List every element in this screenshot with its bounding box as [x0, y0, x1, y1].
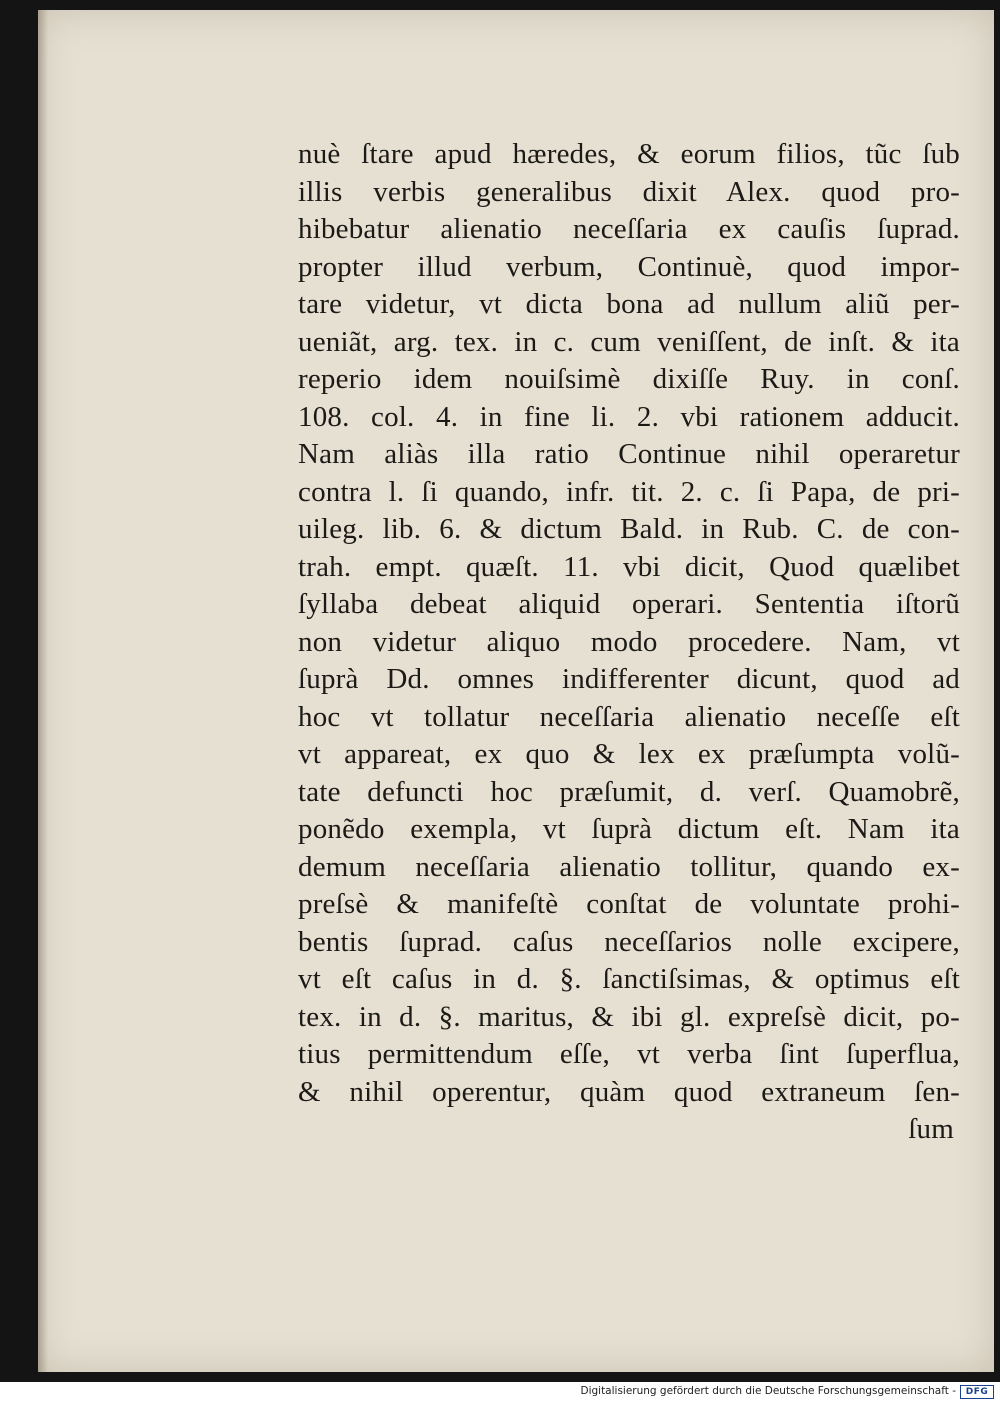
- footer-bar: [0, 1382, 1000, 1403]
- text-line: reperio idem nouiſsimè dixiſſe Ruy. in conſ.: [298, 363, 960, 395]
- text-line: vt eſt caſus in d. §. ſanctiſsimas, & optimus eſt: [298, 963, 960, 995]
- text-line: tex. in d. §. maritus, & ibi gl. expreſsè dicit, po-: [298, 1000, 960, 1033]
- text-line: vt appareat, ex quo & lex ex præſumpta volũ-: [298, 738, 960, 770]
- text-line: & nihil operentur, quàm quod extraneum ſen-: [298, 1075, 960, 1108]
- text-line: bentis ſuprad. caſus neceſſarios nolle excipere,: [298, 925, 960, 958]
- catchword: ſum: [908, 1113, 954, 1145]
- text-line: illis verbis generalibus dixit Alex. quod pro-: [298, 175, 960, 208]
- text-line: hibebatur alienatio neceſſaria ex cauſis ſuprad.: [298, 213, 960, 245]
- page-edge-shadow: [38, 10, 48, 1372]
- digitization-credit: Digitalisierung gefördert durch die Deutsche Forschungsgemeinschaft -: [580, 1385, 956, 1397]
- page-text: [298, 136, 960, 1149]
- text-line: ſyllaba debeat aliquid operari. Sententia iſtorũ: [298, 588, 960, 620]
- text-line: nuè ſtare apud hæredes, & eorum filios, tũc ſub: [298, 138, 960, 170]
- text-line: tare videtur, vt dicta bona ad nullum aliũ per-: [298, 288, 960, 320]
- text-line: 108. col. 4. in fine li. 2. vbi rationem adducit.: [298, 400, 960, 433]
- text-line: Nam aliàs illa ratio Continue nihil operaretur: [298, 438, 960, 470]
- text-line: non videtur aliquo modo procedere. Nam, vt: [298, 625, 960, 658]
- text-line: hoc vt tollatur neceſſaria alienatio neceſſe eſt: [298, 700, 960, 733]
- text-line: tate defuncti hoc præſumit, d. verſ. Quamobrẽ,: [298, 775, 960, 808]
- text-line: ponẽdo exempla, vt ſuprà dictum eſt. Nam ita: [298, 813, 960, 845]
- text-line: uileg. lib. 6. & dictum Bald. in Rub. C. de con-: [298, 513, 960, 545]
- text-line: contra l. ſi quando, infr. tit. 2. c. ſi Papa, de pri-: [298, 475, 960, 508]
- text-line: propter illud verbum, Continuè, quod impor-: [298, 250, 960, 283]
- text-line: tius permittendum eſſe, vt verba ſint ſuperflua,: [298, 1038, 960, 1070]
- text-line: preſsè & manifeſtè conſtat de voluntate prohi-: [298, 888, 960, 920]
- text-line: demum neceſſaria alienatio tollitur, quando ex-: [298, 850, 960, 883]
- text-line: trah. empt. quæſt. 11. vbi dicit, Quod quælibet: [298, 550, 960, 583]
- text-line: ueniãt, arg. tex. in c. cum veniſſent, de inſt. & ita: [298, 325, 960, 358]
- dfg-logo: DFG: [960, 1385, 994, 1399]
- text-line: ſuprà Dd. omnes indifferenter dicunt, quod ad: [298, 663, 960, 695]
